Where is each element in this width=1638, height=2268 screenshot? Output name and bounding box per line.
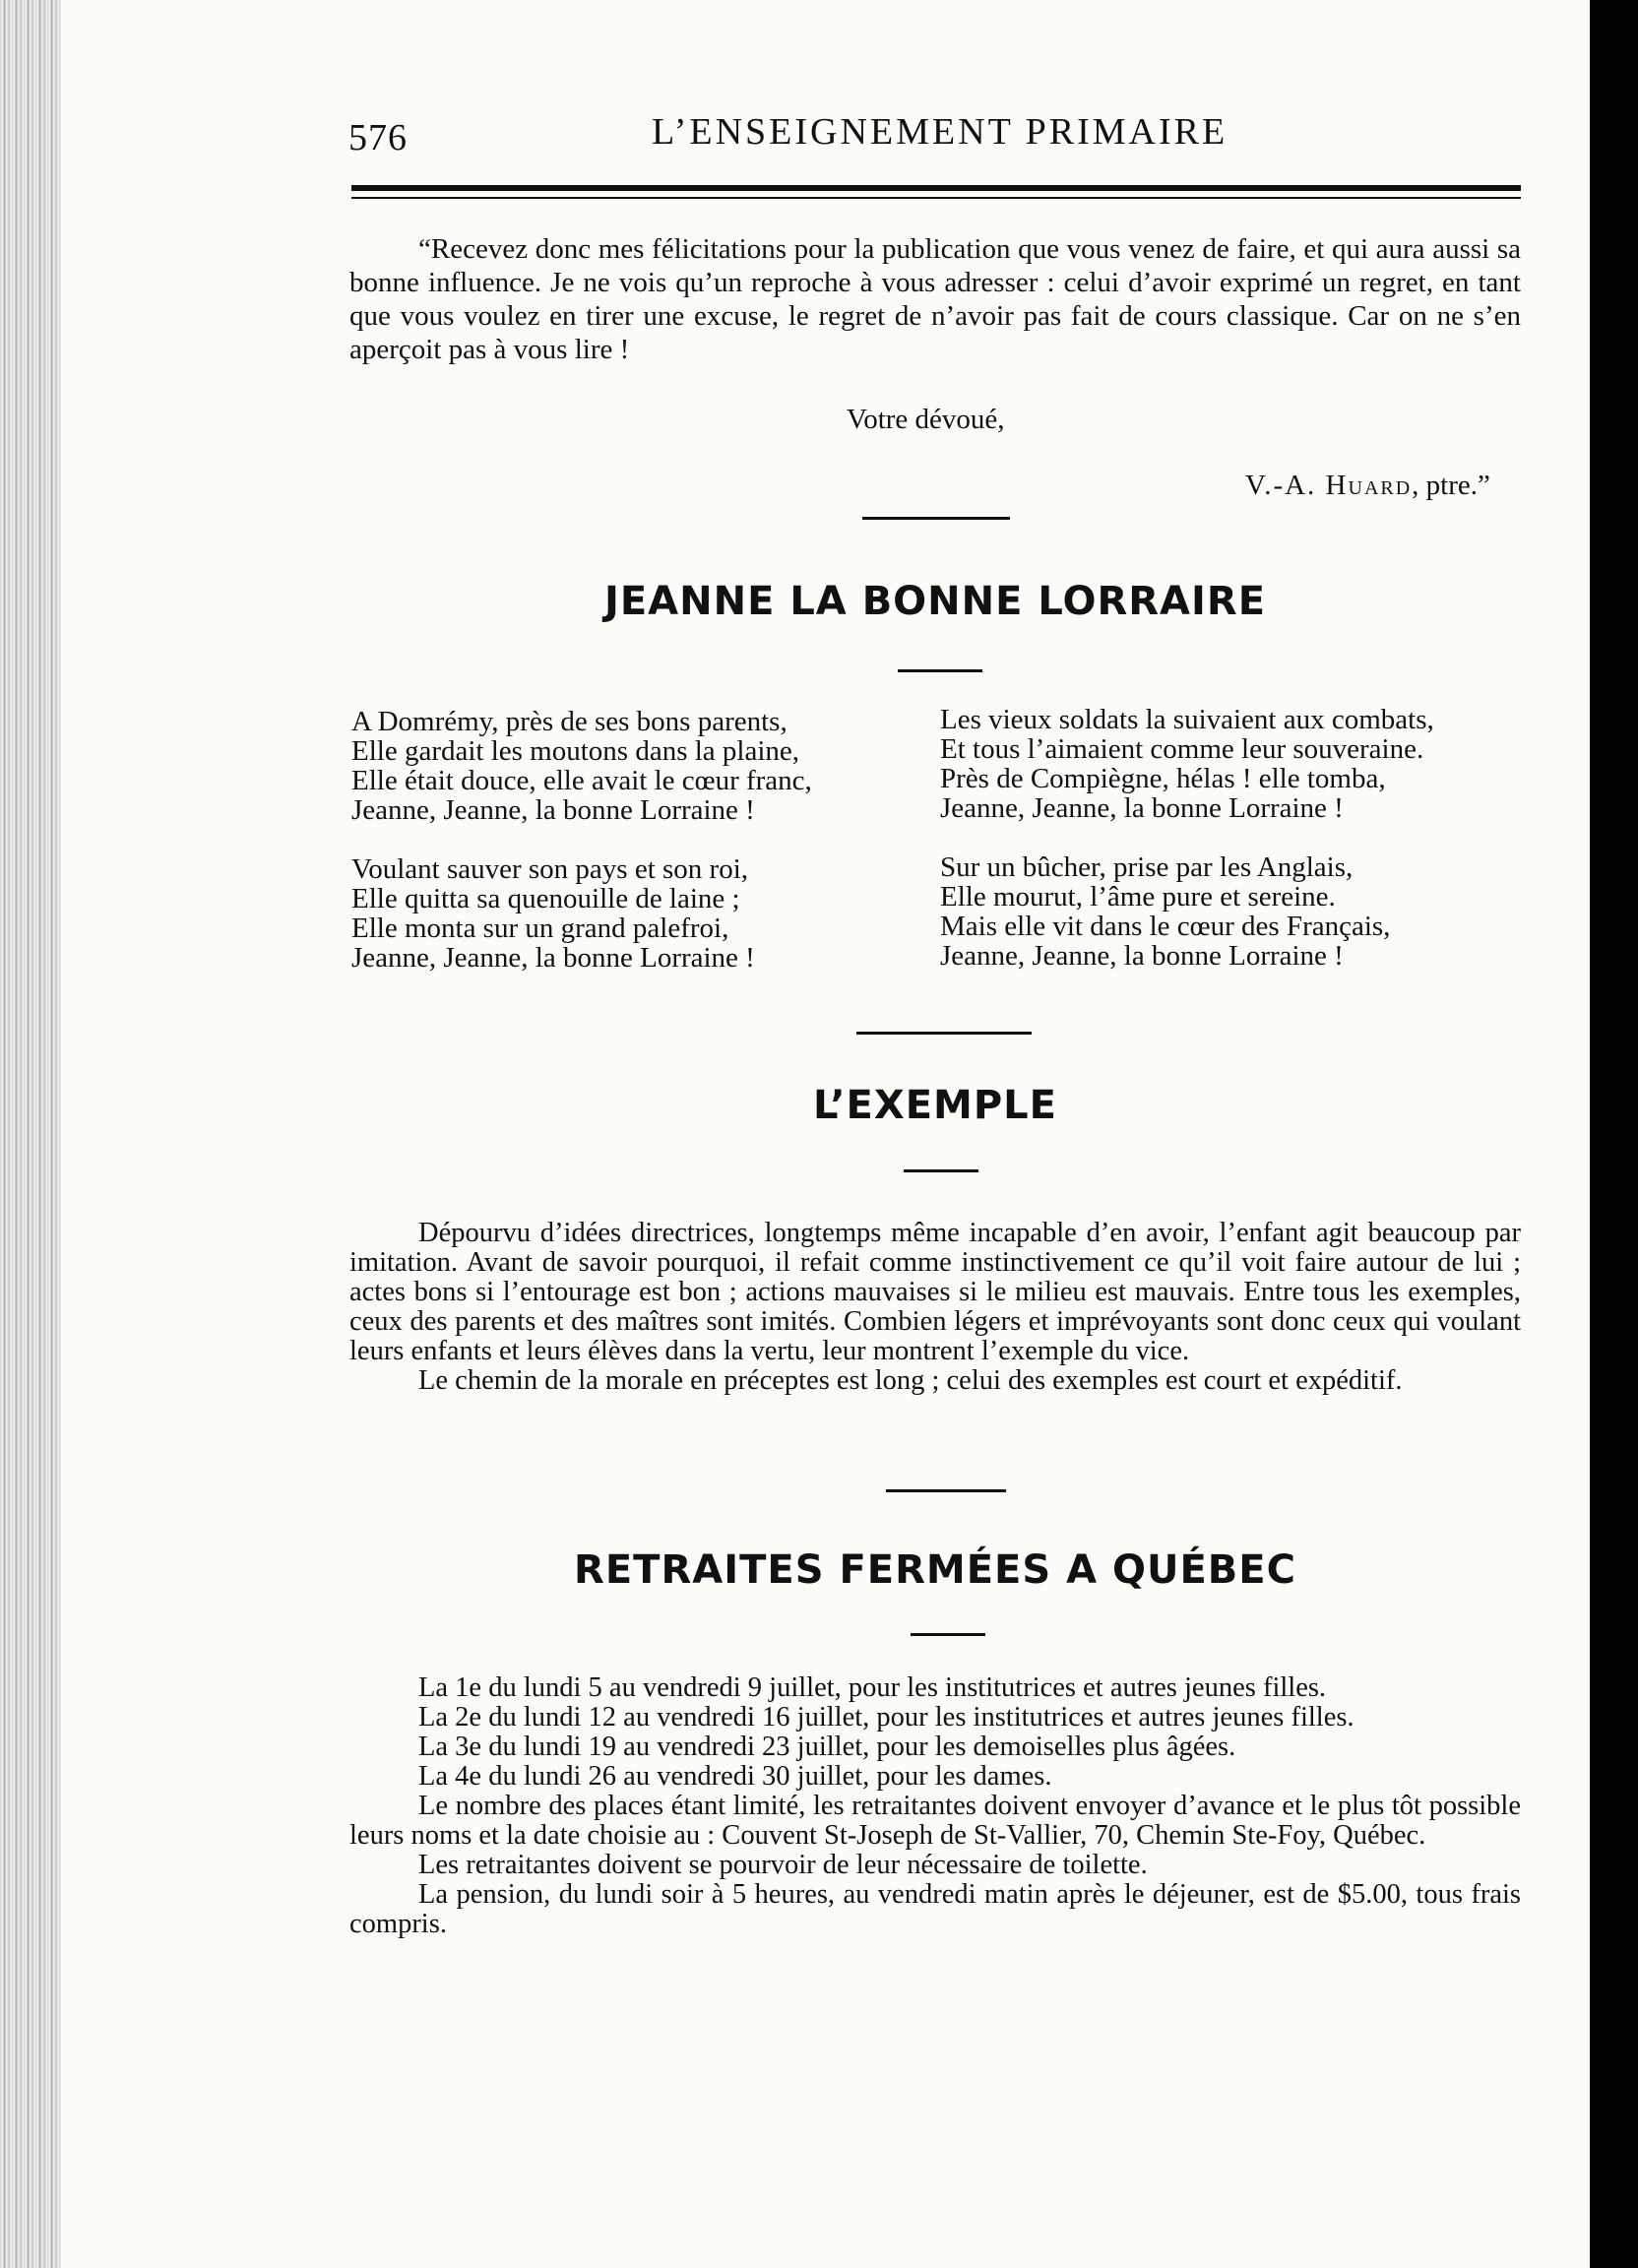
poem-line: Près de Compiègne, hélas ! elle tomba, xyxy=(940,763,1386,794)
poem-line: Elle monta sur un grand palefroi, xyxy=(351,913,729,944)
poem-line: Et tous l’aimaient comme leur souveraine. xyxy=(940,733,1424,765)
letter-closing: Votre dévoué, xyxy=(847,404,1005,435)
poem-left-column xyxy=(351,707,903,1002)
exemple-block xyxy=(349,1219,1521,1396)
signature-name: V.-A. Huard xyxy=(1245,470,1413,501)
signature-title: , ptre.” xyxy=(1412,470,1490,501)
separator-rule xyxy=(886,1489,1006,1492)
poem-line: Jeanne, Jeanne, la bonne Lorraine ! xyxy=(351,794,755,826)
poem-line: Mais elle vit dans le cœur des Français, xyxy=(940,911,1391,942)
letter-signature xyxy=(1245,470,1490,502)
poem-line: Jeanne, Jeanne, la bonne Lorraine ! xyxy=(940,792,1344,824)
poem-line: Les vieux soldats la suivaient aux combats, xyxy=(940,704,1434,735)
poem-line: Jeanne, Jeanne, la bonne Lorraine ! xyxy=(940,940,1344,972)
page-header xyxy=(345,106,1516,156)
letter-block xyxy=(349,232,1521,366)
poem-line: Elle gardait les moutons dans la plaine, xyxy=(351,735,800,767)
poem-line: A Domrémy, près de ses bons parents, xyxy=(351,706,788,737)
poem-line: Voulant sauver son pays et son roi, xyxy=(351,853,748,885)
retraite-line: La 2e du lundi 12 au vendredi 16 juillet, pour les institutrices et autres jeunes filles. xyxy=(418,1702,1354,1732)
separator-rule xyxy=(904,1169,978,1172)
poem-line: Jeanne, Jeanne, la bonne Lorraine ! xyxy=(351,942,755,974)
retraites-paragraph: La pension, du lundi soir à 5 heures, au vendredi matin après le déjeuner, est de $5.00, tous frais compris. xyxy=(349,1879,1521,1939)
poem-stanza xyxy=(940,705,1531,823)
exemple-paragraph: Dépourvu d’idées directrices, longtemps même incapable d’en avoir, l’enfant agit beaucoup par imitation. Avant de savoir pourquoi, il refait comme instinctivement ce qu’il voit faire autour de lui ; actes bons si l’entourage est bon ; actions mauvaises si le milieu est mauvais. Entre tous les exemples, ceux des parents et des maîtres sont imités. Combien légers et imprévoyants sont donc ceux qui voulant leurs enfants et leurs élèves dans la vertu, leur montrent l’exemple du vice. xyxy=(349,1218,1521,1366)
retraites-paragraph: Les retraitantes doivent se pourvoir de leur nécessaire de toilette. xyxy=(418,1850,1148,1880)
header-rule-thin xyxy=(351,197,1521,199)
retraite-line: La 1e du lundi 5 au vendredi 9 juillet, pour les institutrices et autres jeunes filles. xyxy=(418,1672,1327,1703)
retraite-line: La 4e du lundi 26 au vendredi 30 juillet, pour les dames. xyxy=(418,1761,1052,1792)
separator-rule xyxy=(911,1633,985,1636)
page-number: 576 xyxy=(348,117,408,158)
running-title: L’ENSEIGNEMENT PRIMAIRE xyxy=(652,111,1228,153)
retraites-title: RETRAITES FERMÉES A QUÉBEC xyxy=(574,1547,1296,1593)
exemple-title: L’EXEMPLE xyxy=(813,1083,1057,1128)
exemple-paragraph: Le chemin de la morale en préceptes est long ; celui des exemples est court et expéditif. xyxy=(418,1365,1403,1396)
book-binding-edge xyxy=(0,0,61,2268)
poem-stanza xyxy=(351,854,903,973)
letter-paragraph: “Recevez donc mes félicitations pour la publication que vous venez de faire, et qui aura aussi sa bonne influence. Je ne vois qu’un reproche à vous adresser : celui d’avoir exprimé un regret, en tant que vous voulez en tirer une excuse, le regret de n’avoir pas fait de cours classique. Car on ne s’en aperçoit pas à vous lire ! xyxy=(349,233,1521,365)
retraites-paragraph: Le nombre des places étant limité, les retraitantes doivent envoyer d’avance et le plus tôt possible leurs noms et la date choisie au : Couvent St-Joseph de St-Vallier, 70, Chemin Ste-Foy, Québec. xyxy=(349,1791,1521,1851)
poem-line: Elle était douce, elle avait le cœur franc, xyxy=(351,765,812,796)
poem-stanza xyxy=(351,707,903,825)
poem-title: JEANNE LA BONNE LORRAIRE xyxy=(603,579,1267,624)
separator-rule xyxy=(856,1032,1032,1035)
poem-line: Elle quitta sa quenouille de laine ; xyxy=(351,883,740,914)
retraite-line: La 3e du lundi 19 au vendredi 23 juillet, pour les demoiselles plus âgées. xyxy=(418,1732,1236,1762)
poem-right-column xyxy=(940,705,1531,1000)
retraites-block xyxy=(349,1673,1521,1939)
header-rule-thick xyxy=(351,185,1521,191)
poem-line: Sur un bûcher, prise par les Anglais, xyxy=(940,851,1354,883)
separator-rule xyxy=(862,517,1010,520)
poem-stanza xyxy=(940,852,1531,971)
separator-rule xyxy=(898,669,982,672)
poem-line: Elle mourut, l’âme pure et sereine. xyxy=(940,881,1336,913)
